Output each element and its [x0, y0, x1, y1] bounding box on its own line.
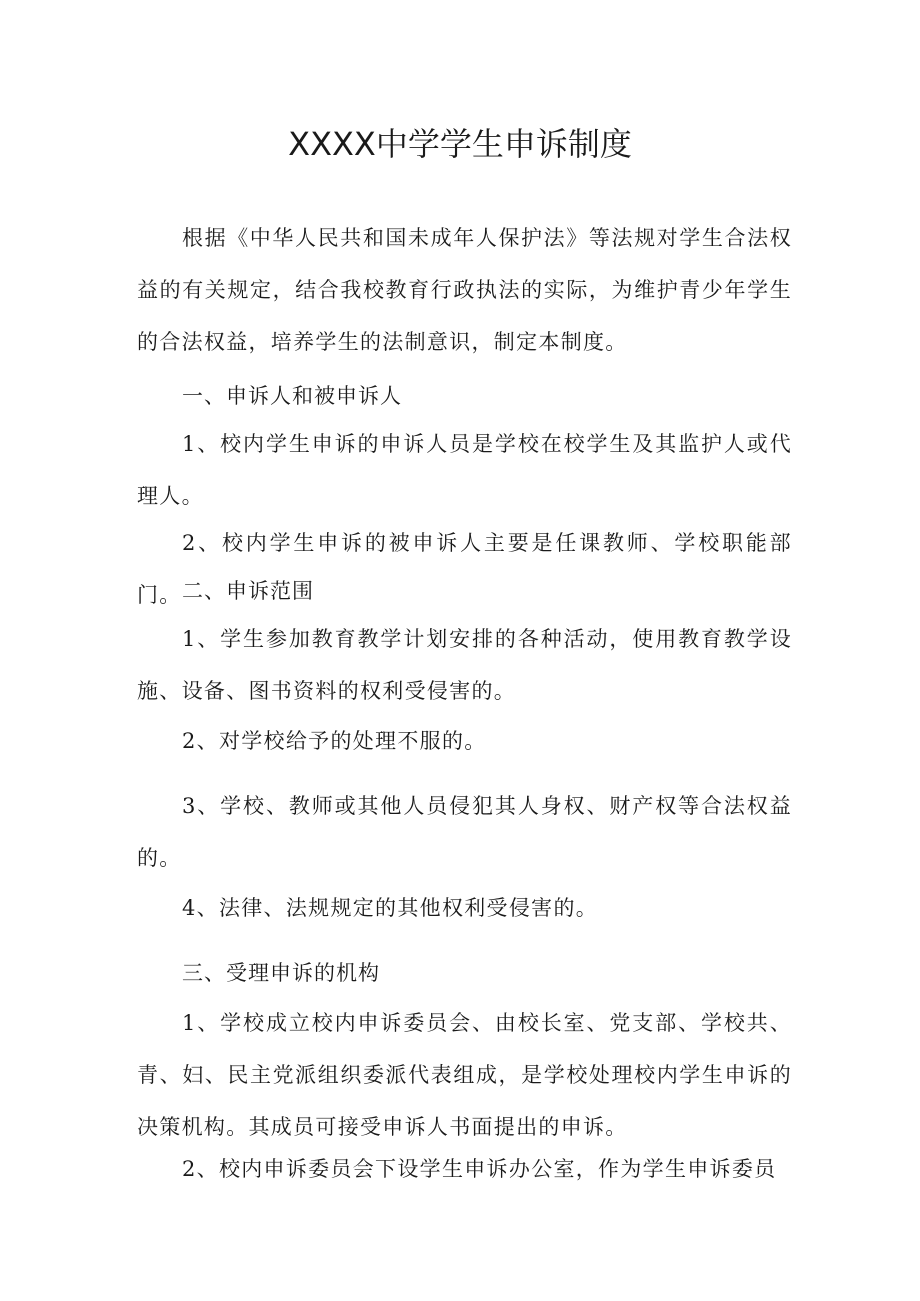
- section-heading-3: 三、受理申诉的机构: [182, 961, 380, 985]
- document-title: XXXX中学学生申诉制度: [288, 125, 632, 163]
- section-3-item-1: 1、学校成立校内申诉委员会、由校长室、党支部、学校共、青、妇、民主党派组织委派代表组成，是学校处理校内学生申诉的决策机构。其成员可接受申诉人书面提出的申诉。: [137, 1011, 792, 1139]
- section-2-item-4: 4、法律、法规规定的其他权利受侵害的。: [182, 896, 599, 920]
- section-2-item-3: 3、学校、教师或其他人员侵犯其人身权、财产权等合法权益的。: [137, 794, 792, 870]
- section-1-item-1: 1、校内学生申诉的申诉人员是学校在校学生及其监护人或代理人。: [137, 432, 792, 508]
- section-2-item-1: 1、学生参加教育教学计划安排的各种活动，使用教育教学设施、设备、图书资料的权利受侵害的。: [137, 627, 792, 703]
- section-1-item-2: 2、校内学生申诉的被申诉人主要是任课教师、学校职能部门。: [137, 531, 792, 607]
- section-heading-1: 一、申诉人和被申诉人: [182, 384, 402, 408]
- intro-paragraph: 根据《中华人民共和国未成年人保护法》等法规对学生合法权益的有关规定，结合我校教育行政执法的实际，为维护青少年学生的合法权益，培养学生的法制意识，制定本制度。: [137, 226, 792, 354]
- section-2-item-2: 2、对学校给予的处理不服的。: [182, 729, 487, 753]
- section-heading-2: 二、申诉范围: [182, 579, 314, 603]
- section-3-item-2: 2、校内申诉委员会下设学生申诉办公室，作为学生申诉委员: [182, 1157, 777, 1181]
